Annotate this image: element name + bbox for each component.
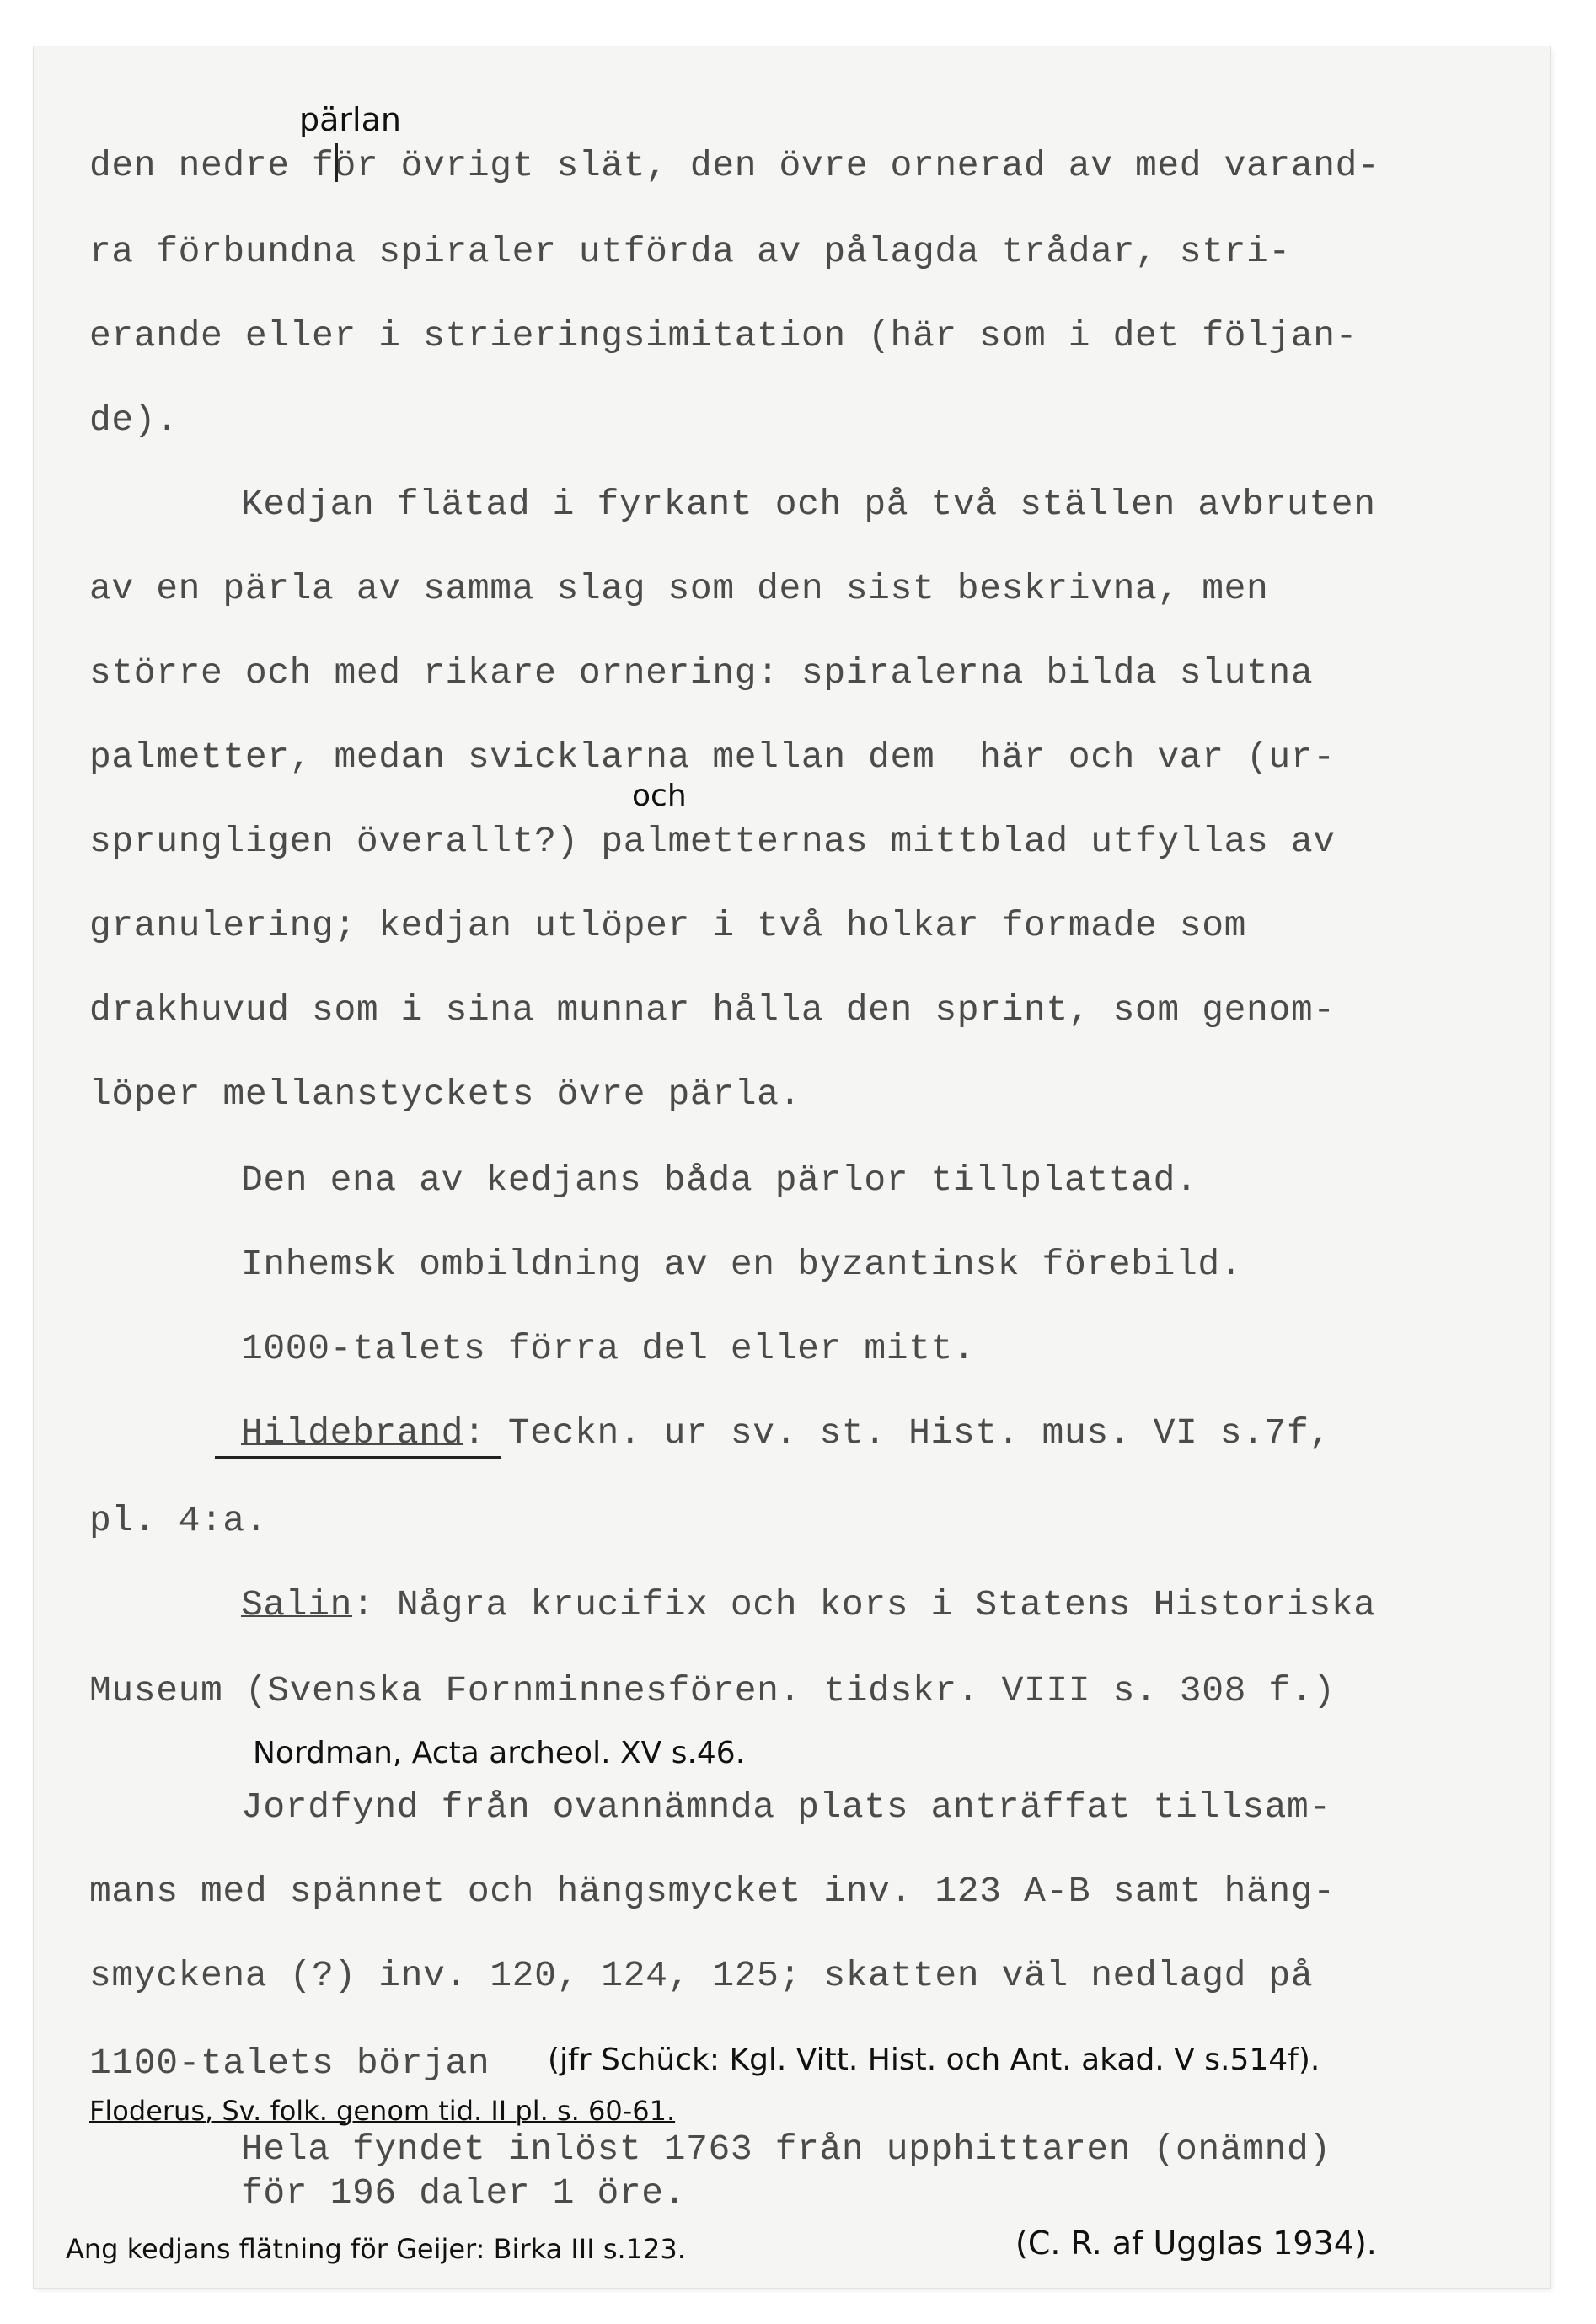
reference-author: Salin [241,1584,353,1625]
text-line: smyckena (?) inv. 120, 124, 125; skatten väl nedlagd på [89,1955,1314,1996]
handwritten-insertion: pärlan [299,101,401,138]
text-line: Hela fyndet inlöst 1763 från upphittaren (onämnd) [241,2129,1331,2170]
text-line: Kedjan flätad i fyrkant och på två ställen avbruten [241,484,1376,525]
text-line: palmetter, medan svicklarna mellan dem här och var (ur- [89,736,1336,778]
text-line: av en pärla av samma slag som den sist beskrivna, men [89,568,1269,609]
text-line: Jordfynd från ovannämnda plats anträffat tillsam- [241,1786,1331,1828]
underline-mark [215,1456,501,1459]
text-line: Den ena av kedjans båda pärlor tillplattad. [241,1159,1198,1201]
handwritten-reference: Nordman, Acta archeol. XV s.46. [253,1736,746,1770]
reference-continuation: pl. 4:a. [89,1500,268,1541]
text-line: 1100-talets början [89,2043,490,2084]
reference-text: : Teckn. ur sv. st. Hist. mus. VI s.7f, [463,1412,1331,1454]
handwritten-signature: (C. R. af Ugglas 1934). [1015,2225,1377,2262]
text-line: granulering; kedjan utlöper i två holkar formade som [89,905,1247,946]
reference-hildebrand [241,1412,1331,1454]
handwritten-insertion: och [632,779,687,813]
text-line: drakhuvud som i sina munnar hålla den sprint, som genom- [89,989,1336,1031]
text-line: för 196 daler 1 öre. [241,2172,687,2214]
text-line: större och med rikare ornering: spiralerna bilda slutna [89,652,1314,693]
text-line: sprungligen överallt?) palmetternas mittblad utfyllas av [89,821,1336,862]
handwritten-note: Ang kedjans flätning för Geijer: Birka III s.123. [66,2233,686,2265]
text-line: mans med spännet och hängsmycket inv. 123 A-B samt häng- [89,1871,1336,1912]
text-line: Inhemsk ombildning av en byzantinsk förebild. [241,1244,1243,1285]
text-line: erande eller i strieringsimitation (här som i det följan- [89,315,1358,356]
text-line: de). [89,399,179,441]
text-line: 1000-talets förra del eller mitt. [241,1328,976,1369]
insertion-mark [335,143,338,182]
reference-text: : Några krucifix och kors i Statens Historiska [352,1584,1376,1625]
text-line: löper mellanstyckets övre pärla. [89,1074,801,1115]
reference-continuation: Museum (Svenska Fornminnesfören. tidskr. VIII s. 308 f.) [89,1670,1336,1711]
handwritten-reference: (jfr Schück: Kgl. Vitt. Hist. och Ant. akad. V s.514f). [548,2043,1320,2077]
reference-salin [241,1584,1376,1626]
text-line: den nedre för övrigt slät, den övre ornerad av med varand- [89,145,1380,186]
handwritten-reference: Floderus, Sv. folk. genom tid. II pl. s. 60-61. [89,2095,676,2127]
reference-author: Hildebrand [241,1412,464,1454]
text-line: ra förbundna spiraler utförda av pålagda trådar, stri- [89,231,1291,272]
